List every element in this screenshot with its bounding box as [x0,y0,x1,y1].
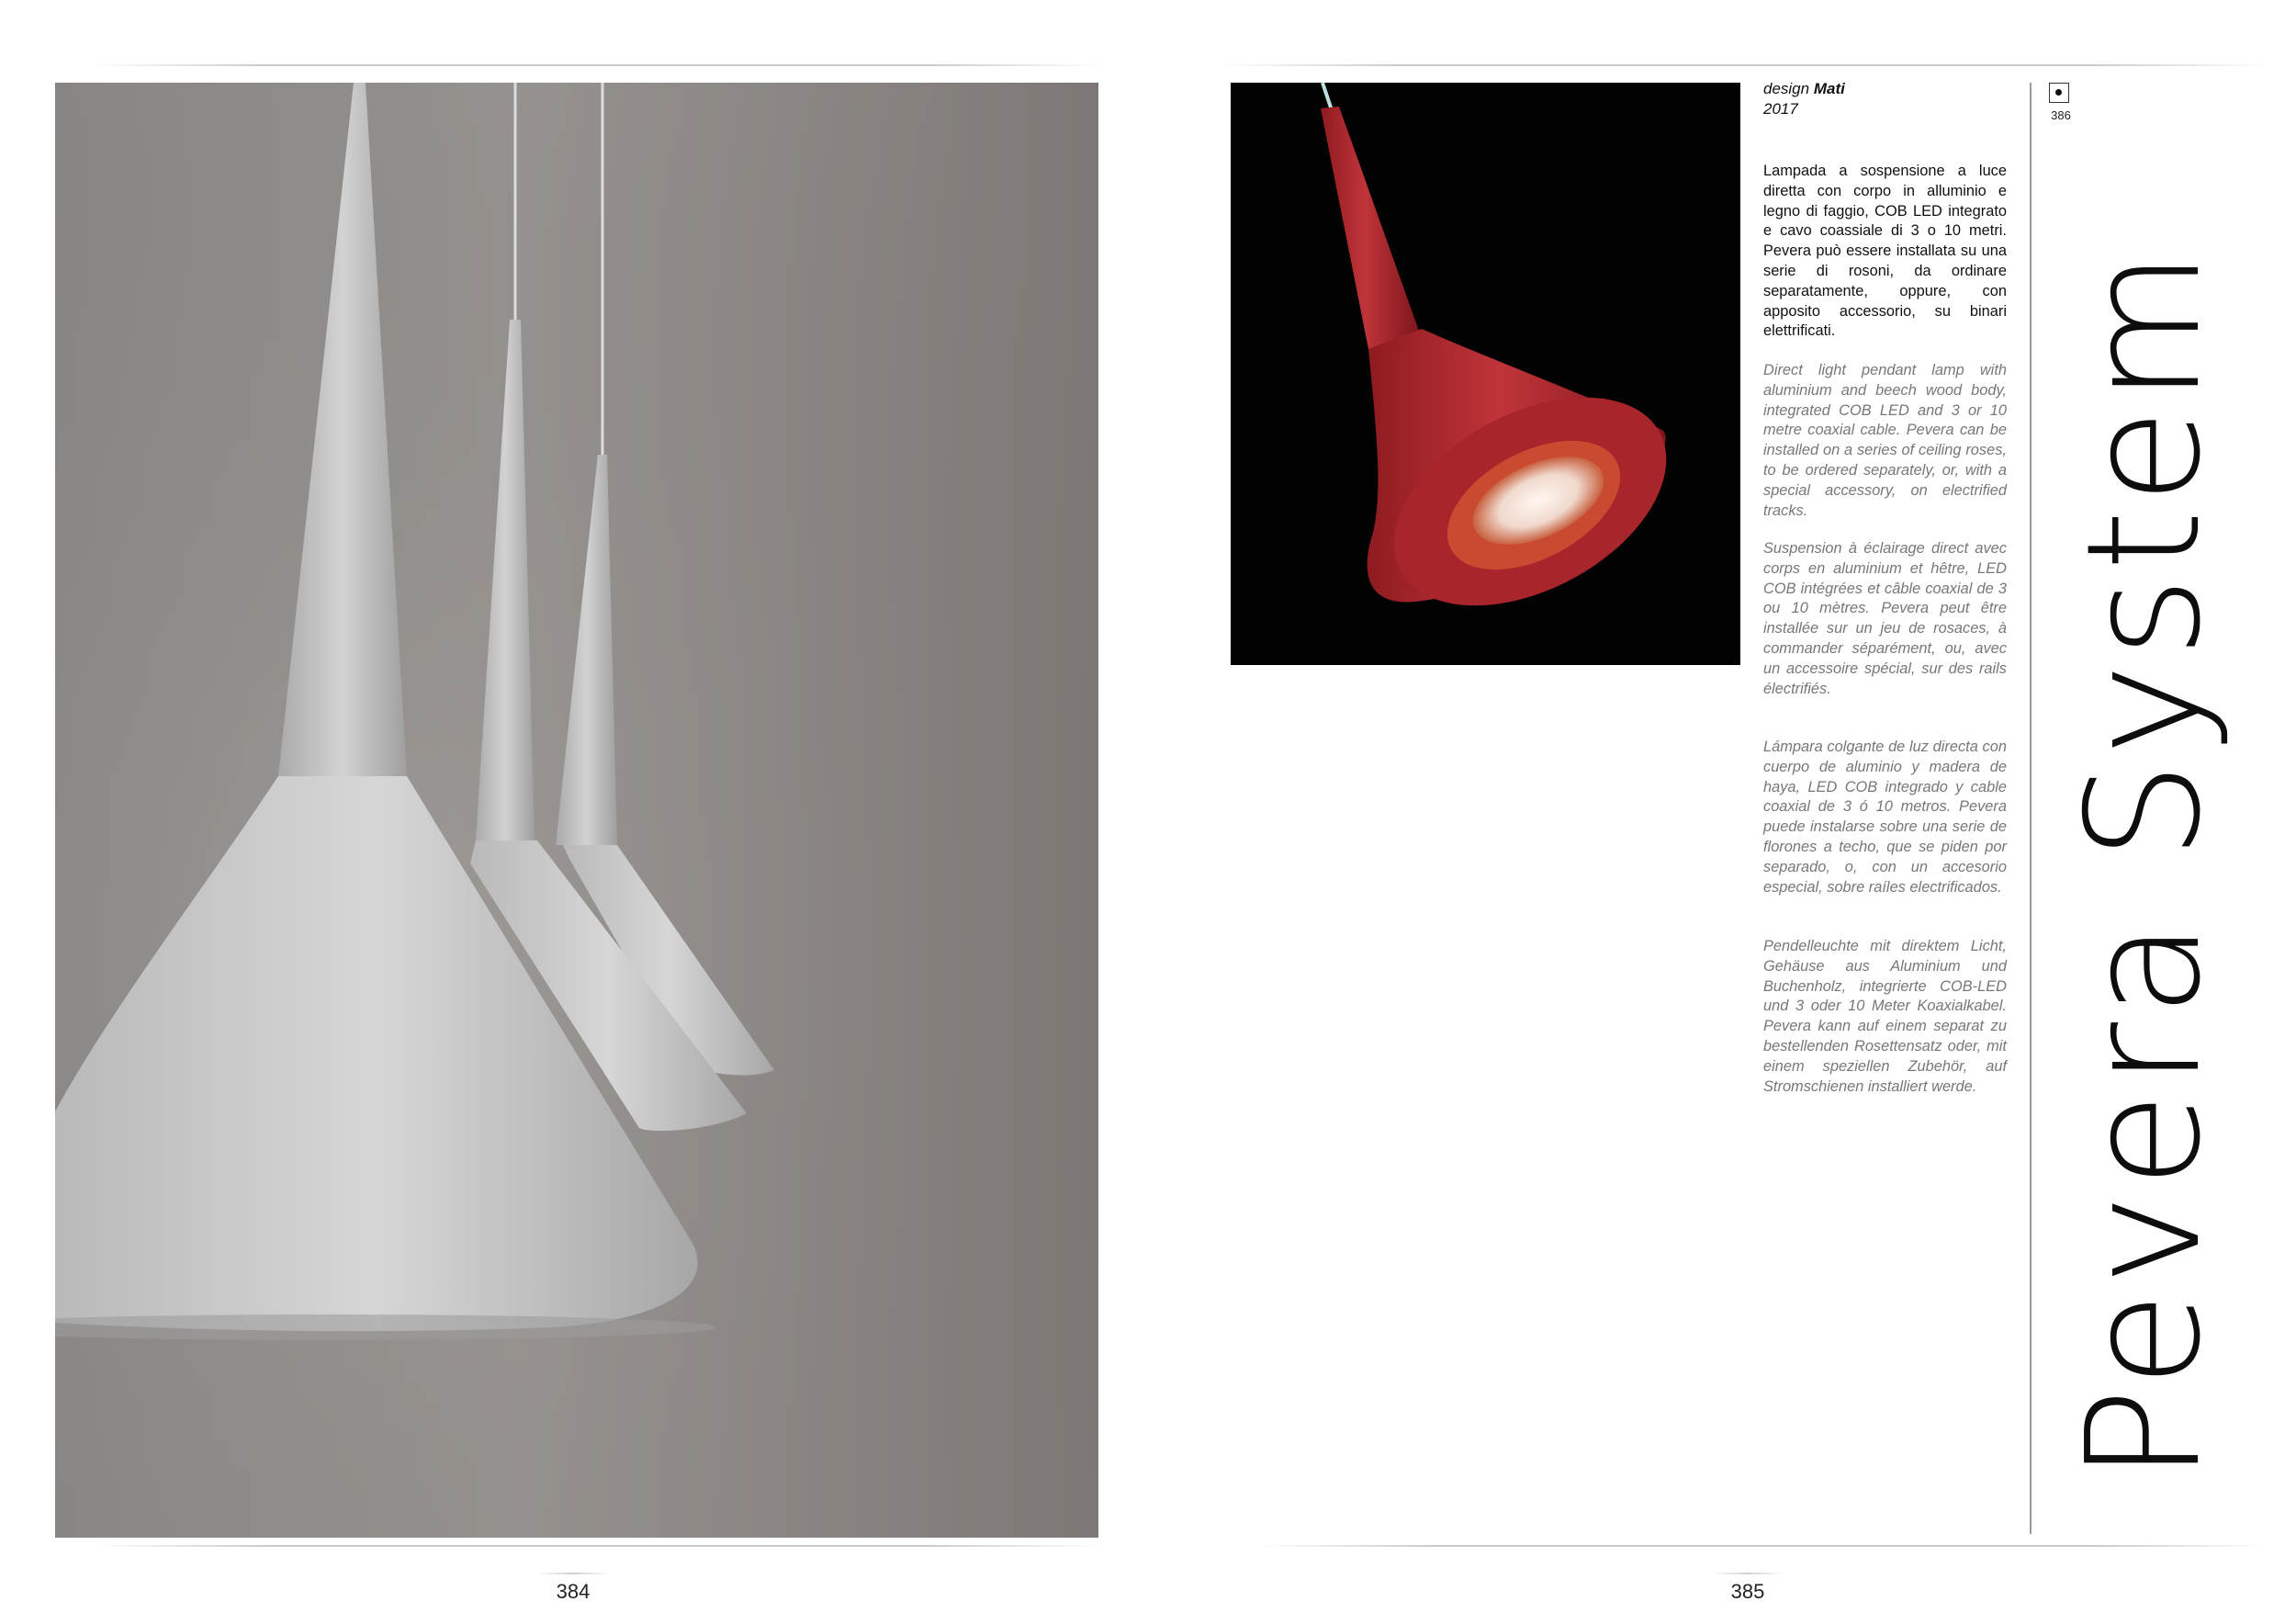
design-credit [1763,79,1984,119]
designer-name: Mati [1813,80,1845,97]
description-english: Direct light pendant lamp with aluminium and beech wood body, integrated COB LED and 3 or 10 metre coaxial cable. Pevera can be installed on a series of ceiling roses, to be ordered separately, or, with a special accessory, on electrified tracks. [1763,362,2007,519]
vertical-title-container [2048,188,2241,1539]
bullet-box-icon [2049,83,2069,103]
vertical-divider [2030,83,2032,1534]
description-italian: Lampada a sospensione a luce diretta con corpo in alluminio e legno di faggio, COB LED integrato e cavo coassiale di 3 o 10 metri. Pevera può essere installata su una serie di rosoni, da ordinare separatamente, oppure, con apposito accessorio, su binari elettrificati. [1763,163,2007,340]
page-number-right: 385 [1693,1580,1803,1604]
page-number-left: 384 [518,1580,628,1604]
red-lamp-photo [1231,83,1740,665]
design-prefix: design [1763,80,1810,97]
bottom-rule-right [1258,1545,2268,1547]
top-rule-right [1221,64,2268,66]
description-french: Suspension à éclairage direct avec corps en aluminium et hêtre, LED COB intégrées et câble coaxial de 3 ou 10 mètres. Pevera peut être installée sur un jeu de rosaces, à commander séparément, ou, avec un accessoire spécial, sur des rails électrifiés. [1763,540,2007,697]
reference-page-number: 386 [2051,108,2071,122]
design-year: 2017 [1763,100,1798,118]
bottom-rule-left [92,1545,1102,1547]
top-rule-left [92,64,1102,66]
description-spanish: Lámpara colgante de luz directa con cuerpo de aluminio y madera de haya, LED COB integrado y cable coaxial de 3 ó 10 metros. Pevera puede instalarse sobre una serie de florones a techo, que se piden por separado, o, con un accesorio especial, sobre raíles electrificados. [1763,739,2007,896]
left-page-photo [55,83,1098,1538]
description-german: Pendelleuchte mit direktem Licht, Gehäuse aus Aluminium und Buchenholz, integrierte COB-LED und 3 oder 10 Meter Koaxialkabel. Pevera kann auf einem separat zu bestellenden Rosettensatz oder, mit einem speziellen Zubehör, auf Stromschienen installiert werde. [1763,938,2007,1095]
product-title: Pevera System [2054,244,2235,1483]
